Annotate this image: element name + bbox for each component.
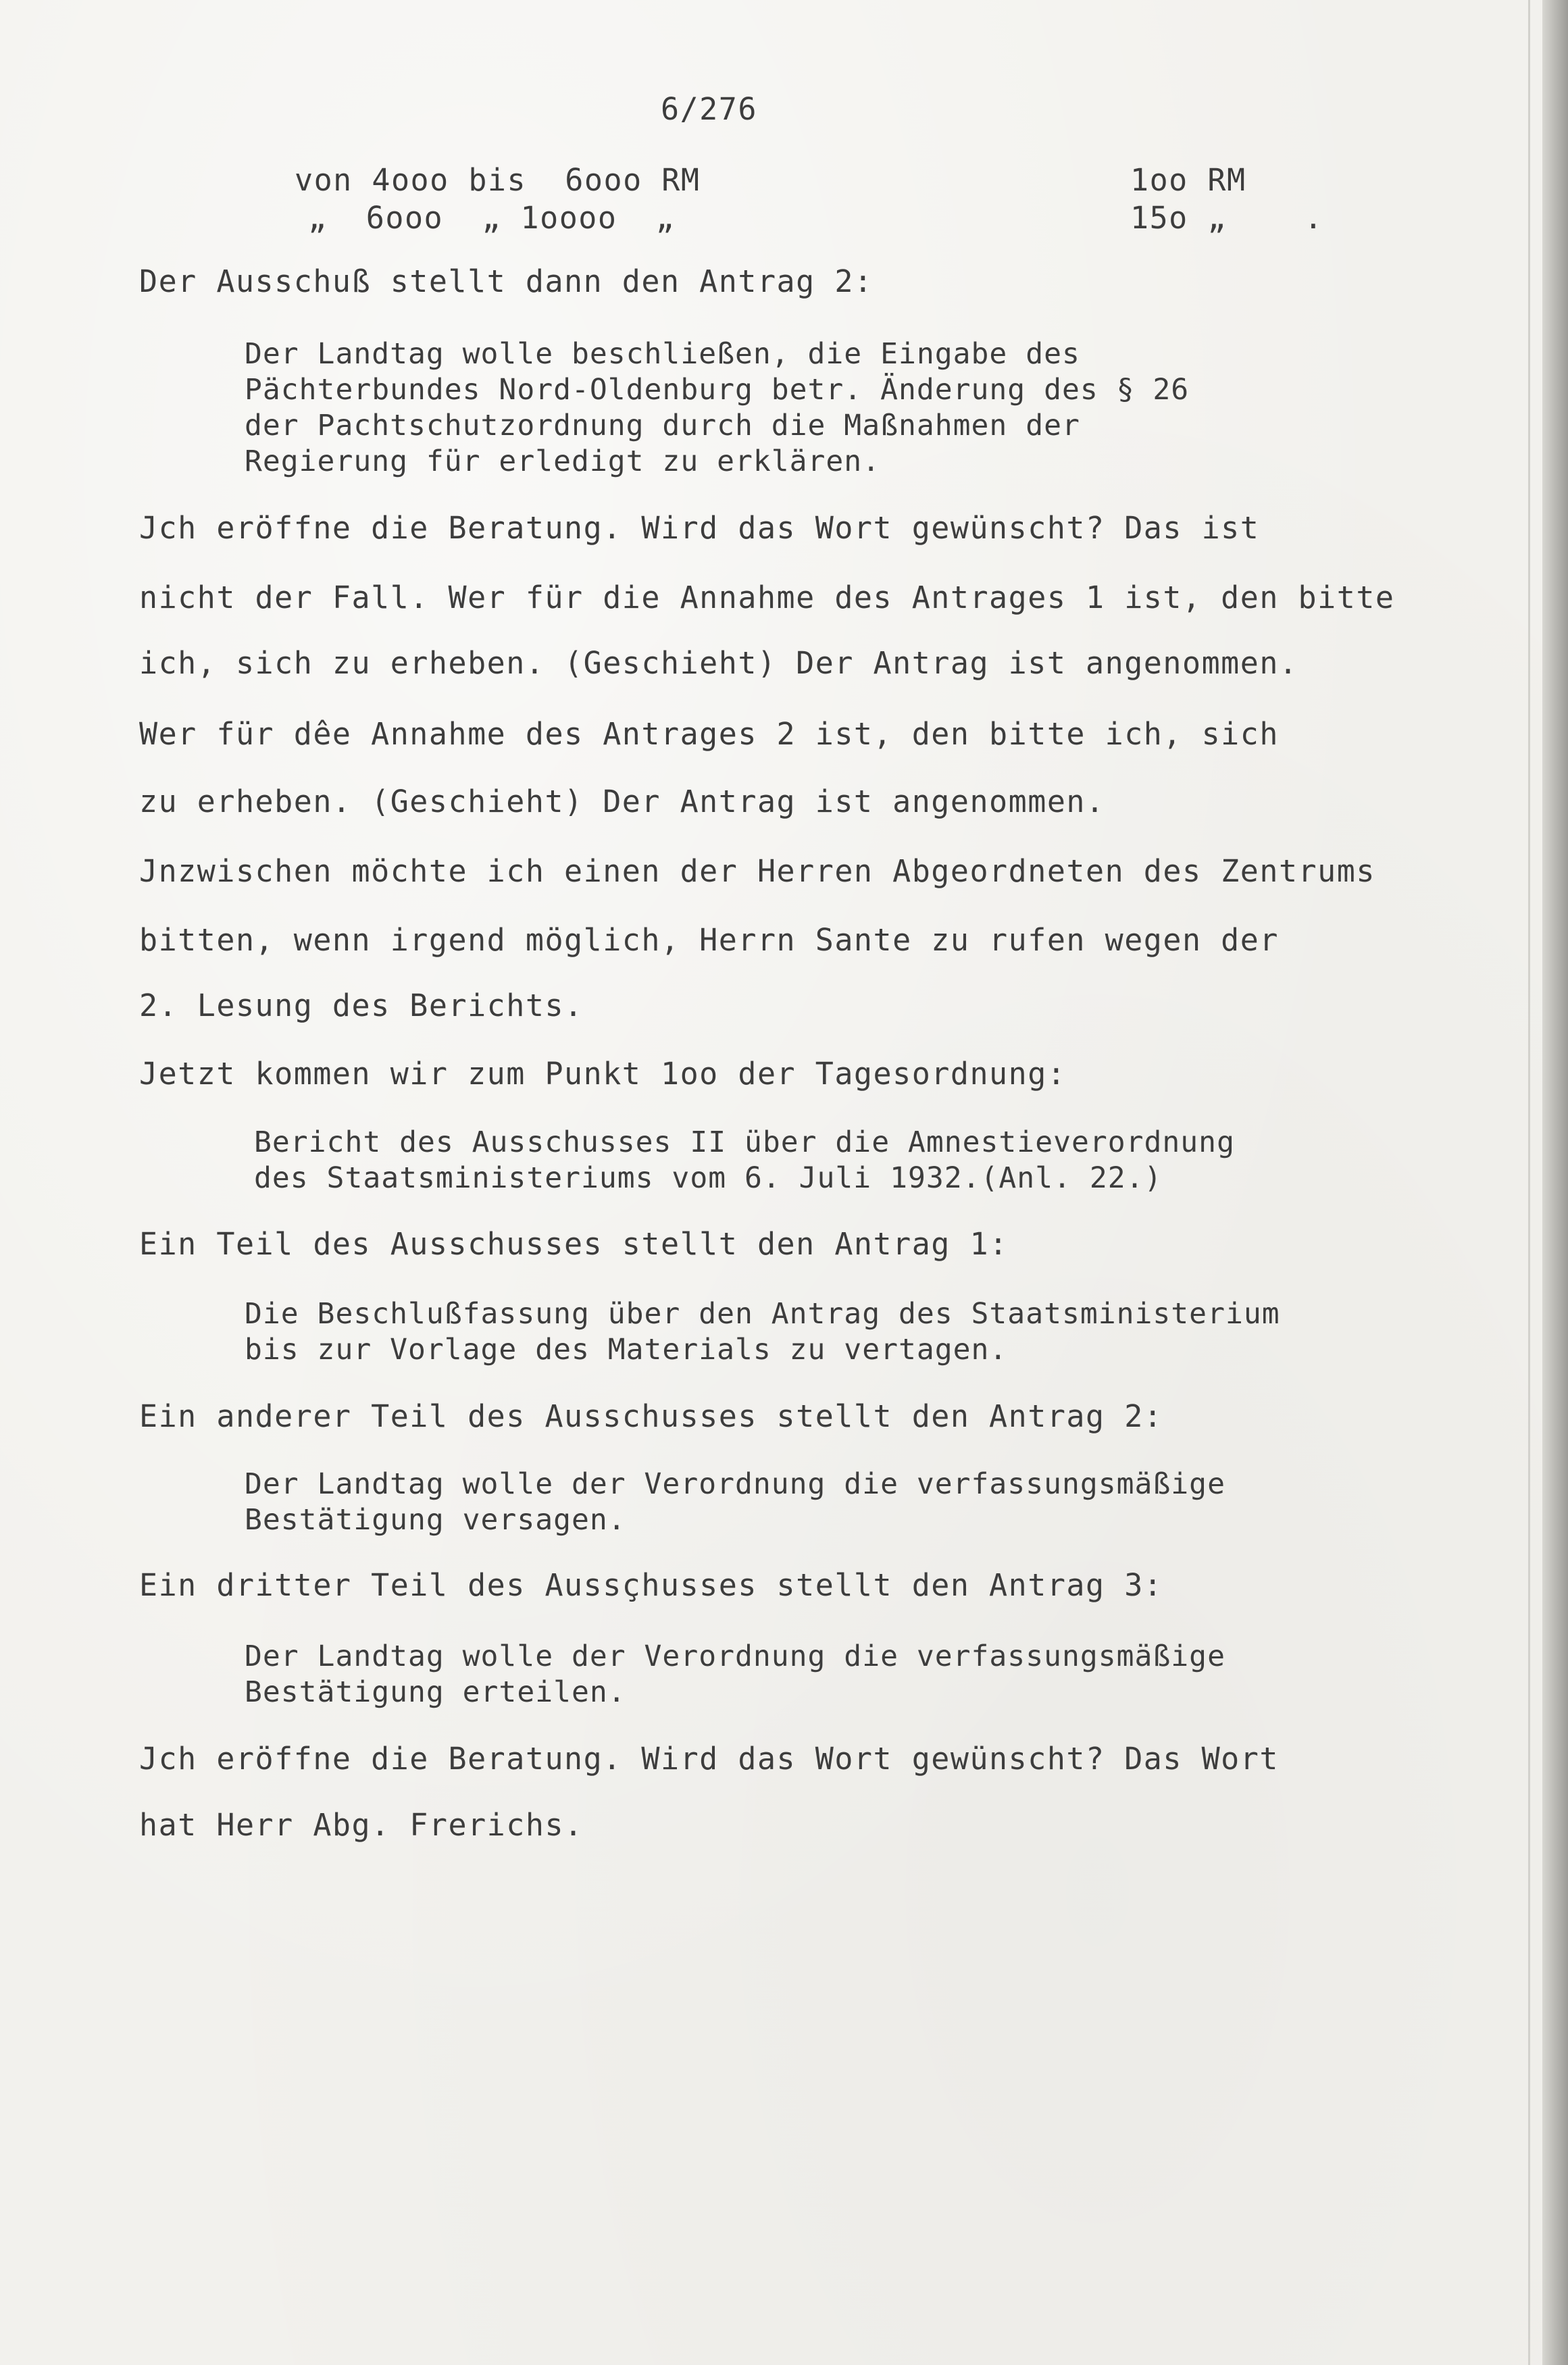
quoted-motion-line: Bestätigung erteilen. — [245, 1675, 626, 1709]
fee-row-amount: 15o „ . — [1130, 200, 1323, 236]
quoted-motion-line: Der Landtag wolle beschließen, die Eingabe des — [245, 337, 1080, 371]
text-line: Ein dritter Teil des Aussçhusses stellt den Antrag 3: — [139, 1567, 1163, 1603]
text-line: nicht der Fall. Wer für die Annahme des Antrages 1 ist, den bitte — [139, 580, 1395, 615]
page-number: 6/276 — [661, 91, 757, 127]
page-edge-shadow — [1542, 0, 1568, 2365]
quoted-motion-line: der Pachtschutzordnung durch die Maßnahmen der — [245, 409, 1080, 442]
quoted-motion-line: Der Landtag wolle der Verordnung die verfassungsmäßige — [245, 1467, 1225, 1501]
quoted-report-line: Bericht des Ausschusses II über die Amnestieverordnung — [254, 1125, 1235, 1159]
text-line: zu erheben. (Geschieht) Der Antrag ist angenommen. — [139, 784, 1105, 819]
quoted-motion-line: Pächterbundes Nord-Oldenburg betr. Änderung des § 26 — [245, 373, 1190, 407]
quoted-motion-line: Der Landtag wolle der Verordnung die verfassungsmäßige — [245, 1639, 1225, 1673]
quoted-motion-line: bis zur Vorlage des Materials zu vertagen. — [245, 1333, 1008, 1367]
text-line: ich, sich zu erheben. (Geschieht) Der Antrag ist angenommen. — [139, 645, 1298, 681]
text-line: Wer für dêe Annahme des Antrages 2 ist, den bitte ich, sich — [139, 716, 1279, 752]
text-line: Ein Teil des Ausschusses stellt den Antrag 1: — [139, 1226, 1009, 1262]
quoted-motion-line: Regierung für erledigt zu erklären. — [245, 444, 881, 478]
text-line: hat Herr Abg. Frerichs. — [139, 1807, 584, 1843]
text-line: Jetzt kommen wir zum Punkt 1oo der Tagesordnung: — [139, 1056, 1067, 1092]
fee-row-amount: 1oo RM — [1130, 162, 1246, 198]
fee-row-range: „ 6ooo „ 1oooo „ — [308, 200, 676, 236]
text-line: Jch eröffne die Beratung. Wird das Wort gewünscht? Das Wort — [139, 1741, 1279, 1777]
text-line: Jch eröffne die Beratung. Wird das Wort gewünscht? Das ist — [139, 510, 1260, 546]
text-line: Ein anderer Teil des Ausschusses stellt den Antrag 2: — [139, 1398, 1163, 1434]
quoted-motion-line: Bestätigung versagen. — [245, 1503, 626, 1537]
text-line: 2. Lesung des Berichts. — [139, 988, 584, 1023]
page-edge-line — [1528, 0, 1530, 2365]
text-line: bitten, wenn irgend möglich, Herrn Sante zu rufen wegen der — [139, 922, 1279, 958]
quoted-report-line: des Staatsministeriums vom 6. Juli 1932.(Anl. 22.) — [254, 1161, 1163, 1195]
fee-row-range: von 4ooo bis 6ooo RM — [295, 162, 701, 198]
text-line: Jnzwischen möchte ich einen der Herren Abgeordneten des Zentrums — [139, 853, 1375, 889]
quoted-motion-line: Die Beschlußfassung über den Antrag des Staatsministerium — [245, 1297, 1280, 1331]
text-line: Der Ausschuß stellt dann den Antrag 2: — [139, 263, 874, 299]
